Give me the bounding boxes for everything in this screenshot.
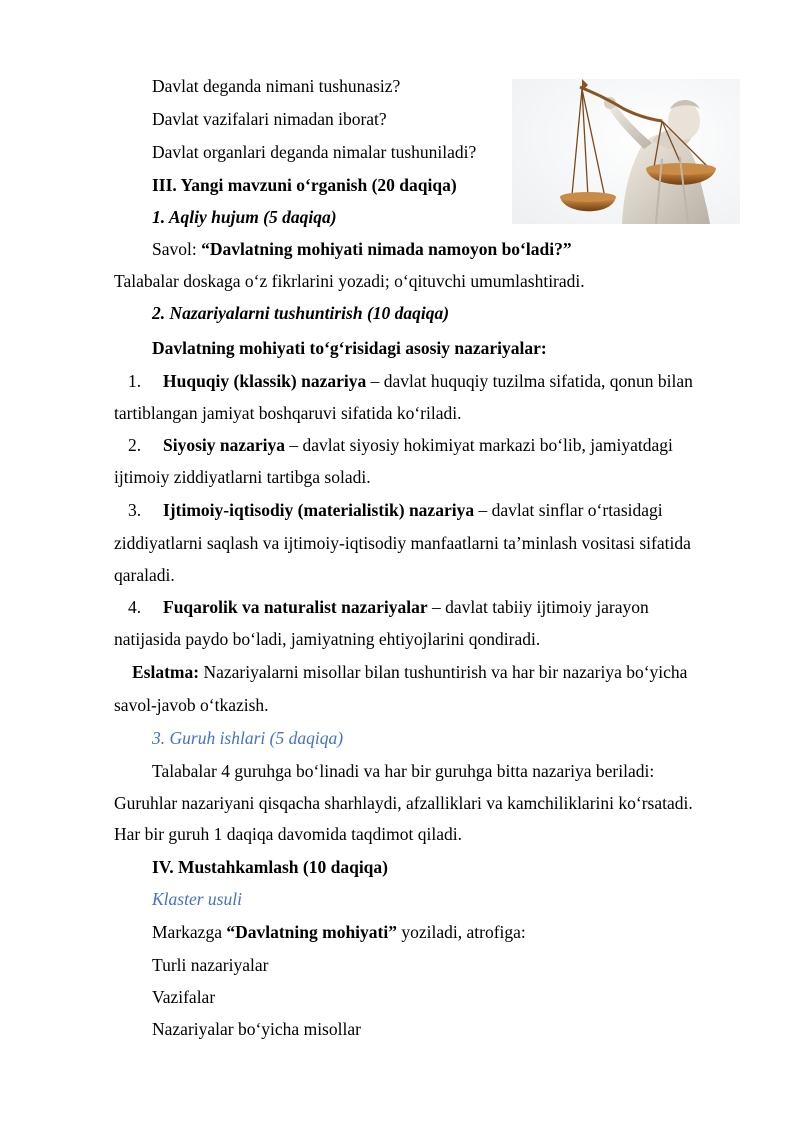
theory-text: – davlat sinflar o‘rtasidagi — [474, 500, 663, 520]
theory-name: Huquqiy (klassik) nazariya — [163, 371, 367, 391]
theories-heading: Davlatning mohiyati to‘g‘risidagi asosiy nazariyalar: — [152, 338, 547, 358]
cluster-pre: Markazga — [152, 922, 227, 942]
theory-name: Siyosiy nazariya — [163, 435, 286, 455]
question-label: Savol: — [152, 239, 202, 259]
list-item: Nazariyalar bo‘yicha misollar — [152, 1019, 361, 1039]
step-heading: 2. Nazariyalarni tushuntirish (10 daqiqa) — [152, 303, 450, 323]
note-line — [132, 661, 687, 683]
theory-text: – davlat siyosiy hokimiyat markazi bo‘lib, jamiyatdagi — [285, 435, 673, 455]
paragraph: tartiblangan jamiyat boshqaruvi sifatida ko‘riladi. — [114, 403, 462, 423]
cluster-line — [152, 921, 526, 943]
paragraph: qaraladi. — [114, 565, 175, 585]
list-number: 4. — [128, 597, 142, 617]
method-title: Klaster usuli — [152, 889, 242, 909]
paragraph: Guruhlar nazariyani qisqacha sharhlaydi, afzalliklari va kamchiliklarini ko‘rsatadi. — [114, 793, 693, 813]
paragraph: natijasida paydo bo‘ladi, jamiyatning ehtiyojlarini qondiradi. — [114, 629, 541, 649]
theory-name: Ijtimoiy-iqtisodiy (materialistik) nazariya — [163, 500, 475, 520]
list-number: 2. — [128, 435, 142, 455]
section-heading: III. Yangi mavzuni o‘rganish (20 daqiqa) — [152, 175, 457, 195]
paragraph: ziddiyatlarni saqlash va ijtimoiy-iqtisodiy manfaatlarni ta’minlash vositasi sifatida — [114, 533, 691, 553]
step-heading: 3. Guruh ishlari (5 daqiqa) — [152, 728, 344, 748]
paragraph: savol-javob o‘tkazish. — [114, 695, 269, 715]
question-line — [152, 238, 572, 260]
step-heading: 1. Aqliy hujum (5 daqiqa) — [152, 207, 337, 227]
cluster-post: yoziladi, atrofiga: — [397, 922, 526, 942]
paragraph: Talabalar 4 guruhga bo‘linadi va har bir guruhga bitta nazariya beriladi: — [152, 761, 655, 781]
note-text: Nazariyalarni misollar bilan tushuntirish va har bir nazariya bo‘yicha — [199, 662, 688, 682]
list-item — [128, 370, 693, 392]
theory-name: Fuqarolik va naturalist nazariyalar — [163, 597, 428, 617]
paragraph: Har bir guruh 1 daqiqa davomida taqdimot qiladi. — [114, 824, 462, 844]
paragraph: Talabalar doskaga o‘z fikrlarini yozadi; o‘qituvchi umumlashtiradi. — [114, 271, 585, 291]
list-item: Turli nazariyalar — [152, 955, 269, 975]
section-heading: IV. Mustahkamlash (10 daqiqa) — [152, 857, 388, 877]
question-text: “Davlatning mohiyati nimada namoyon bo‘ladi?” — [201, 239, 572, 259]
review-question: Davlat deganda nimani tushunasiz? — [152, 76, 401, 96]
theory-text: – davlat huquqiy tuzilma sifatida, qonun bilan — [366, 371, 693, 391]
note-label: Eslatma: — [132, 662, 200, 682]
list-item — [128, 499, 663, 521]
justice-scales-image — [512, 79, 740, 224]
theory-text: – davlat tabiiy ijtimoiy jarayon — [427, 597, 649, 617]
list-number: 1. — [128, 371, 142, 391]
review-question: Davlat vazifalari nimadan iborat? — [152, 109, 387, 129]
list-item — [128, 596, 649, 618]
list-number: 3. — [128, 500, 142, 520]
paragraph: ijtimoiy ziddiyatlarni tartibga soladi. — [114, 467, 371, 487]
cluster-center: “Davlatning mohiyati” — [226, 922, 397, 942]
list-item — [128, 434, 673, 456]
review-question: Davlat organlari deganda nimalar tushuniladi? — [152, 142, 477, 162]
list-item: Vazifalar — [152, 987, 216, 1007]
